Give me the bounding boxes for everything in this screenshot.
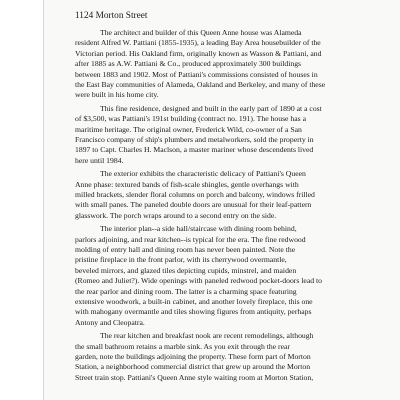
text-line: 1897 to Capt. Charles H. Maclson, a master mariner whose descendents lived (75, 145, 314, 155)
text-line: here until 1984. (75, 155, 124, 165)
paragraph (75, 169, 375, 221)
text-line: glasswork. The porch wraps around to a second entry on the side. (75, 210, 277, 220)
text-line: The architect and builder of this Queen Anne house was Alameda (100, 28, 302, 37)
text-line: molding of entry hall and dining room has never been painted. Note the (75, 245, 296, 255)
document-header: 1124 Morton Street (75, 11, 148, 21)
paragraph (75, 104, 375, 166)
text-line: Victorian period. His Oakland firm, originally known as Wasson & Pattiani, and (75, 48, 322, 58)
text-line: (Romeo and Juliet?). Wide openings with paneled redwood pocket-doors lead to (75, 276, 322, 286)
text-line: the East Bay communities of Alameda, Oakland and Berkeley, and many of these (75, 79, 326, 89)
text-line: Francisco company of ship's plumbers and metalworkers, sold the property in (75, 135, 314, 144)
text-line: extensive woodwork, a built-in cabinet, and another lovely fireplace, this one (75, 297, 313, 307)
paragraph (75, 28, 375, 101)
text-line: parlors adjoining, and rear kitchen--is typical for the era. The fine redwood (75, 234, 306, 244)
text-line: Anne phase: textured bands of fish-scale shingles, gentle overhangs with (75, 179, 299, 189)
text-line: of $3,500, was Pattiani's 191st building (contract no. 191). The house has a (75, 114, 306, 124)
text-line: The exterior exhibits the characteristic delicacy of Pattiani's Queen (100, 169, 306, 179)
text-line: Antony and Cleopatra. (75, 317, 145, 327)
text-line: after 1885 as A.W. Pattiani & Co., produced approximately 300 buildings (75, 59, 302, 69)
text-line: garden, note the buildings adjoining the property. These form part of Morton (75, 352, 311, 362)
text-line: This fine residence, designed and built in the early part of 1890 at a cost (100, 103, 322, 113)
text-line: The interior plan--a side hall/staircase with dining room behind, (100, 224, 297, 234)
text-line: were built in his home city. (75, 90, 159, 100)
text-line: maritime heritage. The original owner, Frederick Wild, co-owner of a San (75, 124, 302, 134)
text-line: the rear parlor and dining room. The latter is a charming space featuring (75, 286, 297, 296)
paragraph (75, 224, 375, 328)
text-line: Street train stop. Pattiani's Queen Anne style waiting room at Morton Station, (75, 372, 314, 382)
text-line: Station, a neighborhood commercial district that grew up around the Morton (75, 362, 311, 372)
text-line: milled brackets, slender floral columns on porch and balcony, windows frilled (75, 190, 315, 200)
text-line: the small bathroom retains a marble sink. As you exit through the rear (75, 341, 290, 351)
text-line: The rear kitchen and breakfast nook are recent remodelings, although (100, 331, 314, 341)
text-line: with small panes. The paneled double doors are unusual for their leaf-pattern (75, 200, 312, 210)
text-line: pristine fireplace in the front parlor, with its cherrywood overmantle, (75, 255, 287, 265)
paragraph (75, 331, 375, 383)
text-line: beveled mirrors, and glazed tiles depicting cupids, minstrel, and maiden (75, 265, 297, 275)
text-line: with mahogany overmantle and tiles showing figures from antiquity, perhaps (75, 307, 312, 317)
text-line: resident Alfred W. Pattiani (1855-1935), a leading Bay Area housebuilder of the (75, 38, 321, 48)
text-line: between 1883 and 1902. Most of Pattiani's commissions consisted of houses in (75, 69, 318, 79)
document-body (75, 28, 375, 386)
